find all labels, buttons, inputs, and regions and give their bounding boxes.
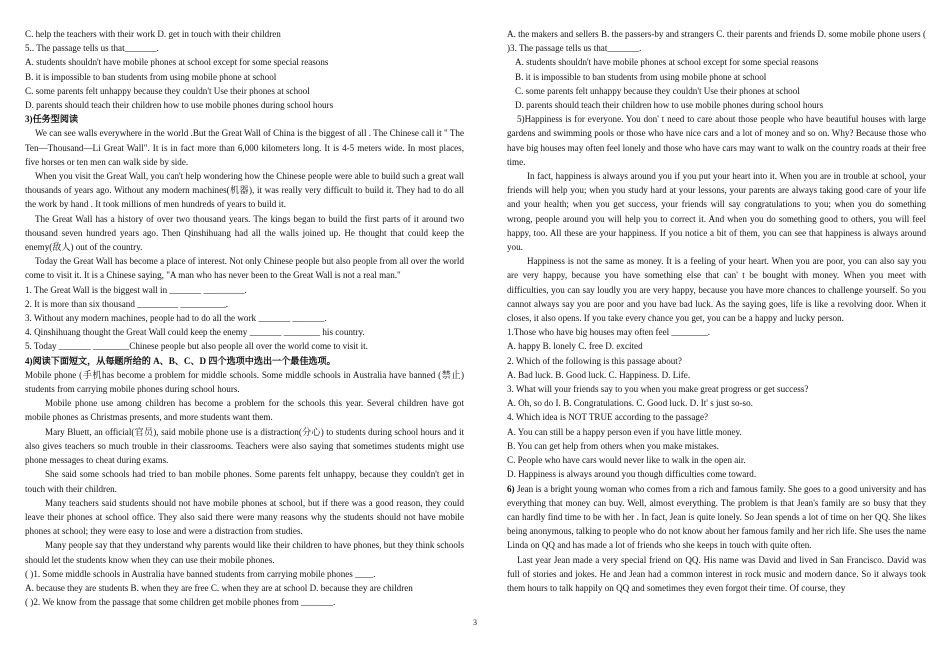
left-paragraph: She said some schools had tried to ban mobile phones. Some parents felt unhappy, because they couldn't get in touch with their children.	[25, 469, 464, 494]
left-paragraph: C. help the teachers with their work D. get in touch with their children	[25, 29, 281, 39]
left-paragraph: Mobile phone use among children has become a problem for the schools this year. Several children have got mobile phones as Christmas presents, and more students want them.	[25, 398, 464, 423]
left-paragraph: Many teachers said students should not have mobile phones at school, but if there was a good reason, they could leave their phones at school office. They also said there were many reasons why the students should not have mobile phones at school; they were easy to lose and were a distraction from studies.	[25, 497, 464, 537]
right-paragraph: 1.Those who have big houses may often feel ________.	[507, 327, 711, 338]
left-paragraph: Today the Great Wall has become a place of interest. Not only Chinese people but also people from all over the world come to visit it. It is a Chinese saying, "A man who has never been to the Great Wall is not a real man."	[25, 256, 464, 281]
right-paragraph: 4. Which idea is NOT TRUE according to the passage?	[507, 412, 709, 423]
left-paragraph: When you visit the Great Wall, you can't help wondering how the Chinese people were able to build such a great wall thousands of years ago. Without any modern machines(机器), it was really very difficult to build it. They had to do all the work by hand . It took millions of men hundreds of years to build it.	[25, 171, 464, 210]
left-paragraph: We can see walls everywhere in the world .But the Great Wall of China is the biggest of all . The Chinese call it " The Ten—Thousand—Li Great Wall". It is in fact more than 6,000 kilometers long. It is 4-5 meters wide. In most places, five horses or ten men can walk side by side.	[25, 128, 464, 167]
left-paragraph: 5. Today _______ ________Chinese people but also people all over the world come to visit it.	[25, 341, 368, 352]
left-paragraph: A. students shouldn't have mobile phones at school except for some special reasons	[25, 57, 329, 68]
left-paragraph: ( )2. We know from the passage that some children get mobile phones from _______.	[25, 597, 336, 608]
left-paragraph: 4. Qinshihuang thought the Great Wall could keep the enemy _______ ________ his country.	[25, 327, 365, 338]
right-paragraph: 3. What will your friends say to you when you make great progress or get success?	[507, 384, 809, 395]
left-paragraph: C. some parents felt unhappy because they couldn't Use their phones at school	[25, 85, 310, 96]
right-paragraph: Happiness is not the same as money. It is a feeling of your heart. When you are poor, you can also say you are very happy, because you have something else that can' t be bought with money. When you meet with difficulties, you can say loudly you are very happy, because you have more chances to challenge yourself. So you cannot always say you are poor and you have bad luck. As the saying goes, life is like a revolving door. When it closes, it also opens. If you take every chance you get, you can be a happy and lucky person.	[507, 256, 926, 324]
left-paragraph: 1. The Great Wall is the biggest wall in _______ _________.	[25, 284, 247, 295]
right-paragraph: D. parents should teach their children how to use mobile phones during school hours	[515, 100, 824, 111]
left-paragraph: Mary Bluett, an official(官员), said mobile phone use is a distraction(分心) to students during school hours and it also gives teachers so much trouble in their classrooms. Teachers were also saying that sometimes students might use phone messages to cheat during exams.	[25, 426, 464, 466]
right-paragraph: 2. Which of the following is this passage about?	[507, 355, 682, 366]
right-paragraph: B. You can get help from others when you make mistakes.	[507, 440, 719, 451]
left-paragraph: 3. Without any modern machines, people had to do all the work _______ _______.	[25, 313, 327, 324]
right-column	[507, 27, 926, 595]
right-paragraph: In fact, happiness is always around you if you put your heart into it. When you are in trouble at school, your friends will help you; when you study hard at your lessons, your parents are always taking good care of your life and your health; when you get success, your friends will say congratulations to you; when you do something wrong, people around you will help you to correct it. And when you do something good to others, you will feel happy, too. All these are your happiness. If you notice a bit of them, you can see that happiness is always around you.	[507, 171, 926, 253]
page-number: 3	[473, 618, 477, 627]
right-paragraph: A. the makers and sellers B. the passers-by and strangers C. their parents and friends D. some mobile phone users ( )3. The passage tells us that_______.	[507, 29, 926, 54]
right-paragraph: C. some parents felt unhappy because they couldn't Use their phones at school	[515, 85, 800, 96]
right-paragraph: 5)Happiness is for everyone. You don' t need to care about those people who have beautiful houses with large gardens and swimming pools or those who have nice cars and a lot of money and so on. Why? Because those who have big houses may often feel lonely and those who have cars may want to walk on the country roads at their free time.	[507, 114, 926, 167]
right-paragraph: D. Happiness is always around you though difficulties come toward.	[507, 469, 757, 480]
left-paragraph: ( )1. Some middle schools in Australia have banned students from carrying mobile phones ____.	[25, 568, 376, 579]
left-paragraph: A. because they are students B. when they are free C. when they are at school D. because they are children	[25, 582, 413, 593]
right-paragraph: A. You can still be a happy person even if you have little money.	[507, 426, 742, 437]
left-paragraph: Mobile phone (手机has become a problem for middle schools. Some middle schools in Australia have banned (禁止) students from carrying mobile phones during school hours.	[25, 369, 464, 395]
left-paragraph: B. it is impossible to ban students from using mobile phone at school	[25, 71, 277, 82]
left-paragraph: 4)阅读下面短文，从每题所给的 A、B、C、D 四个选项中选出一个最佳选项。	[25, 355, 336, 366]
left-paragraph: The Great Wall has a history of over two thousand years. The kings began to build the first parts of it around two thousand seven hundred years ago. Then Qinshihuang had all the walls joined up. He thought that could keep the enemy(敌人) out of the country.	[25, 213, 464, 253]
right-paragraph: A. Oh, so do I. B. Congratulations. C. Good luck. D. It' s just so-so.	[507, 398, 753, 409]
right-paragraph: B. it is impossible to ban students from using mobile phone at school	[515, 71, 767, 82]
left-paragraph: 3)任务型阅读	[25, 114, 79, 125]
left-paragraph: D. parents should teach their children how to use mobile phones during school hours	[25, 100, 334, 111]
right-paragraph: A. Bad luck. B. Good luck. C. Happiness. D. Life.	[507, 369, 691, 380]
left-paragraph: 5.. The passage tells us that_______.	[25, 43, 159, 54]
left-paragraph: 2. It is more than six thousand _________ __________.	[25, 298, 229, 309]
right-paragraph: 6) Jean is a bright young woman who comes from a rich and famous family. She goes to a good university and has everything that money can buy. Well, almost everything. The problem is that Jean's family are so busy that they can hardly find time to be with her . In fact, Jean is quite lonely. So Jean spends a lot of time on her QQ. She likes being anonymous, talking to people who do not know about her famous family and her rich life. She uses the name Linda on QQ and has made a lot of friends who she keeps in touch with quite often.	[507, 483, 926, 551]
right-paragraph: Last year Jean made a very special friend on QQ. His name was David and lived in San Francisco. David was full of stories and jokes. He and Jean had a common interest in rock music and modern dance. So it always took them hours to talk happily on QQ and sometimes they even forgot their time. Of course, they	[507, 554, 926, 593]
right-paragraph: A. students shouldn't have mobile phones at school except for some special reasons	[515, 57, 819, 68]
right-paragraph: C. People who have cars would never like to walk in the open air.	[507, 455, 746, 466]
right-paragraph: A. happy B. lonely C. free D. excited	[507, 341, 643, 352]
left-paragraph: Many people say that they understand why parents would like their children to have phones, but they think schools should let the students know when they can use their mobile phones.	[25, 540, 464, 565]
left-column	[25, 27, 464, 609]
